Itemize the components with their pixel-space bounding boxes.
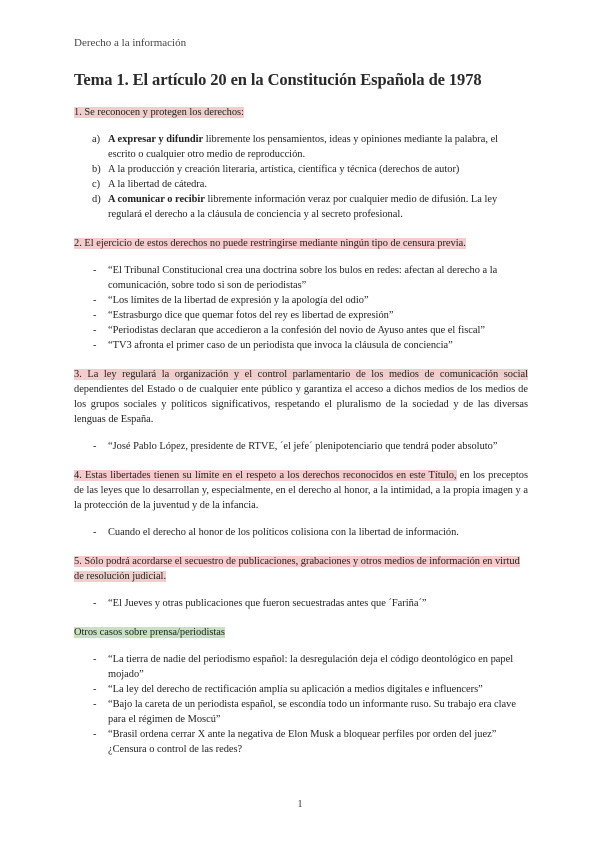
highlight: 4. Estas libertades tienen su límite en el respeto a los derechos reconocidos en este Título, (74, 470, 457, 481)
other-cases-list (74, 652, 528, 757)
section-3-list (74, 439, 528, 454)
list-item: - “José Pablo López, presidente de RTVE, ´el jefe´ plenipotenciario que tendrá poder absoluto” (74, 439, 528, 454)
other-cases-heading (74, 625, 528, 640)
list-item: - “Periodistas declaran que accedieron a la confesión del novio de Ayuso antes que el fiscal” (74, 323, 528, 338)
section-2-heading (74, 236, 528, 251)
section-5-list (74, 596, 528, 611)
highlight: 5. Sólo podrá acordarse el secuestro de publicaciones, grabaciones y otros medios de información en virtud de resolución judicial. (74, 556, 520, 582)
document-body (74, 105, 528, 757)
list-item: - “TV3 afronta el primer caso de un periodista que invoca la cláusula de conciencia” (74, 338, 528, 353)
list-item: a) A expresar y difundir libremente los pensamientos, ideas y opiniones mediante la palabra, el escrito o cualquier otro medio de reproducción. (92, 134, 499, 160)
list-item: - “La tierra de nadie del periodismo español: la desregulación deja el código deontológico en papel mojado” (74, 652, 528, 682)
section-1-heading (74, 105, 528, 120)
page-title: Tema 1. El artículo 20 en la Constitución Española de 1978 (74, 70, 482, 89)
list-item: - “Estrasburgo dice que quemar fotos del rey es libertad de expresión” (74, 308, 528, 323)
list-item: - “Brasil ordena cerrar X ante la negativa de Elon Musk a bloquear perfiles por orden del juez” ¿Censura o control de las redes? (74, 727, 528, 757)
section-2-list (74, 263, 528, 353)
list-item: - “La ley del derecho de rectificación amplía su aplicación a medios digitales e influencers” (74, 682, 528, 697)
list-item: c) A la libertad de cátedra. (92, 179, 207, 190)
list-item: b) A la producción y creación literaria, artística, científica y técnica (derechos de autor) (92, 164, 460, 175)
section-1-list (74, 132, 528, 222)
section-5-heading (74, 554, 528, 584)
highlight: 2. El ejercicio de estos derechos no puede restringirse mediante ningún tipo de censura previa. (74, 238, 466, 249)
list-item: - “El Jueves y otras publicaciones que fueron secuestradas antes que ´Fariña´” (74, 596, 528, 611)
section-3-heading: 3. La ley regulará la organización y el control parlamentario de los medios de comunicación social dependientes del Estado o de cualquier ente público y garantiza el acceso a dichos medios de los medios de los grupos sociales y políticos significativos, respetando el pluralismo de la sociedad y de las diversas lenguas de España. (74, 369, 528, 425)
list-item: - “Los límites de la libertad de expresión y la apología del odio” (74, 293, 528, 308)
highlight: 1. Se reconocen y protegen los derechos: (74, 107, 244, 118)
section-4-heading: 4. Estas libertades tienen su límite en el respeto a los derechos reconocidos en este Título, en los preceptos de las leyes que lo desarrollan y, especialmente, en el derecho al honor, a la intimidad, a la propia imagen y a la protección de la juventud y de la infancia. (74, 470, 528, 511)
list-item: - “El Tribunal Constitucional crea una doctrina sobre los bulos en redes: afectan al derecho a la comunicación, sobre todo si son de periodistas” (74, 263, 528, 293)
section-4-list (74, 525, 528, 540)
highlight: 3. La ley regulará la organización y el control parlamentario de los medios de comunicación social (74, 369, 528, 380)
highlight: Otros casos sobre prensa/periodistas (74, 627, 225, 638)
page-number: 1 (297, 799, 303, 810)
running-header: Derecho a la información (74, 37, 187, 49)
list-item: - Cuando el derecho al honor de los políticos colisiona con la libertad de información. (74, 525, 528, 540)
list-item: - “Bajo la careta de un periodista español, se escondía todo un informante ruso. Su trabajo era clave para el régimen de Moscú” (74, 697, 528, 727)
list-item: d) A comunicar o recibir libremente información veraz por cualquier medio de difusión. La ley regulará el derecho a la cláusula de conciencia y al secreto profesional. (92, 194, 498, 220)
